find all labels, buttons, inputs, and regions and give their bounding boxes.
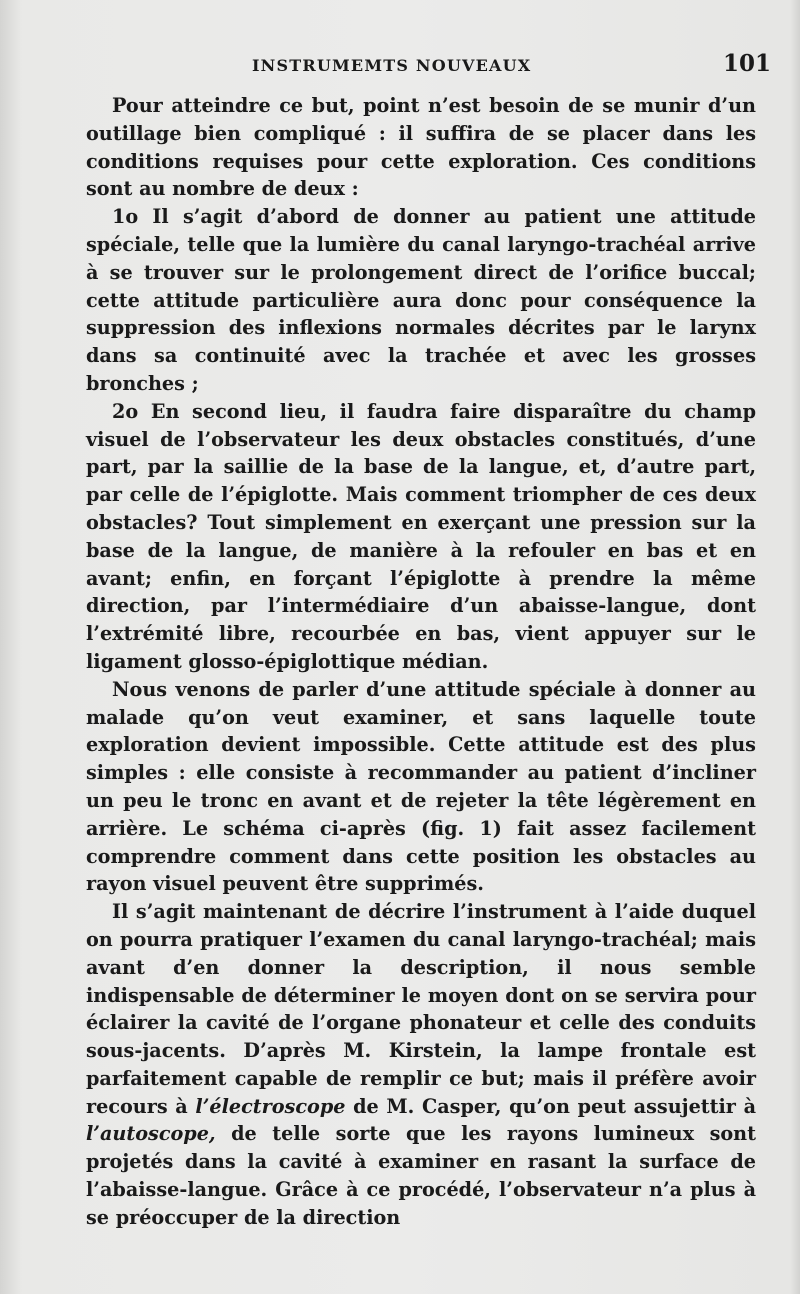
paragraph-2: 1o Il s’agit d’abord de donner au patient une attitude spéciale, telle que la lumière du canal laryngo-trachéal arrive à se trouver sur le prolongement direct de l’orifice buccal; cette attitude particulière aura donc pour conséquence la suppression des inflexions normales décrites par le larynx dans sa continuité avec la trachée et avec les grosses bronches ; [86, 205, 756, 395]
paragraph-5-text-a: Il s’agit maintenant de décrire l’instrument à l’aide duquel on pourra pratiquer l’examen du canal laryngo-trachéal; mais avant d’en donner la description, il nous semble indispensable de déterminer le moyen dont on se servira pour éclairer la cavité de l’organe phonateur et celle des conduits sous-jacents. D’après M. Kirstein, la lampe frontale est parfaitement capable de remplir ce but; mais il préfère avoir recours à [86, 900, 756, 1118]
page-number: 101 [723, 50, 772, 77]
body-text [86, 92, 756, 1232]
paragraph-3: 2o En second lieu, il faudra faire disparaître du champ visuel de l’observateur les deux obstacles constitués, d’une part, par la saillie de la base de la langue, et, d’autre part, par celle de l’épiglotte. Mais comment triompher de ces deux obstacles? Tout simplement en exerçant une pression sur la base de la langue, de manière à la refouler en bas et en avant; enfin, en forçant l’épiglotte à prendre la même direction, par l’intermédiaire d’un abaisse-langue, dont l’extrémité libre, recourbée en bas, vient appuyer sur le ligament glosso-épiglottique médian. [86, 399, 756, 673]
paragraph-5-text-b: de M. Casper, qu’on peut assujettir à [345, 1094, 756, 1118]
paragraph-4: Nous venons de parler d’une attitude spéciale à donner au malade qu’on veut examiner, et sans laquelle toute exploration devient impossible. Cette attitude est des plus simples : elle consiste à recommander au patient d’incliner un peu le tronc en avant et de rejeter la tête légèrement en arrière. Le schéma ci-après (fig. 1) fait assez facilement comprendre comment dans cette position les obstacles au rayon visuel peuvent être supprimés. [86, 677, 756, 896]
autoscope-term: l’autoscope, [86, 1122, 216, 1146]
page-header [0, 50, 800, 80]
electroscope-term: l’électroscope [195, 1094, 346, 1118]
paragraph-5-text-c: de telle sorte que les rayons lumineux sont projetés dans la cavité à examiner en rasant la surface de l’abaisse-langue. Grâce à ce procédé, l’observateur n’a plus à se préoccuper de la direction [86, 1122, 756, 1229]
paragraph-1: Pour atteindre ce but, point n’est besoin de se munir d’un outillage bien compliqué : il suffira de se placer dans les conditions requises pour cette exploration. Ces conditions sont au nombre de deux : [86, 94, 756, 201]
paragraph-5 [86, 898, 756, 1232]
running-title: INSTRUMEMTS NOUVEAUX [252, 56, 532, 75]
